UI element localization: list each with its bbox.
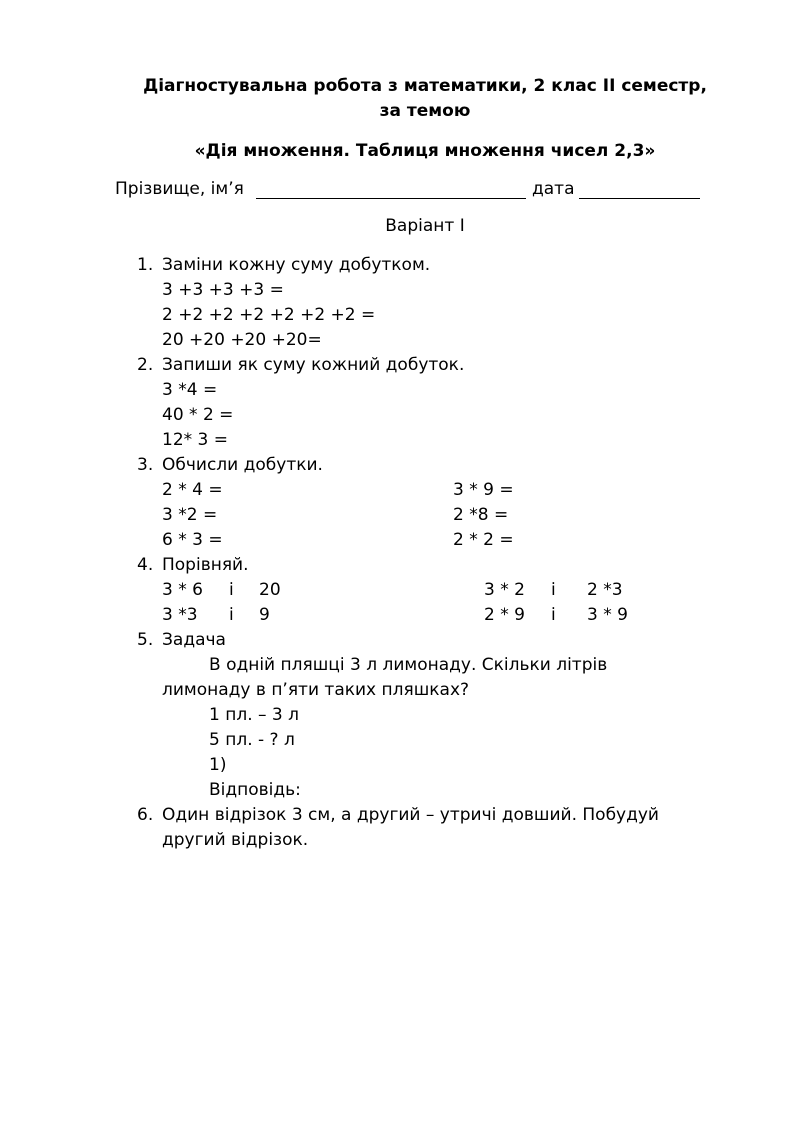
task-text: Один відрізок 3 см, а другий – утричі довший. Побудуй <box>162 805 659 825</box>
task-number: 6. <box>137 805 154 825</box>
compare-right: 20 <box>259 580 281 600</box>
title-line-2: за темою <box>379 101 471 121</box>
problem-text: В одній пляшці 3 л лимонаду. Скільки літрів <box>209 655 608 675</box>
compare-left: 3 *3 <box>162 605 198 625</box>
task-text: Обчисли добутки. <box>162 455 323 475</box>
task-text: Порівняй. <box>162 555 249 575</box>
compare-right: 3 * 9 <box>587 605 628 625</box>
name-label: Прізвище, ім’я <box>115 179 244 199</box>
topic-title: «Дія множення. Таблиця множення чисел 2,3» <box>194 141 656 161</box>
expression: 20 +20 +20 +20= <box>162 330 322 350</box>
compare-left: 3 * 6 <box>162 580 203 600</box>
expression: 12* 3 = <box>162 430 228 450</box>
name-blank-line <box>256 180 526 199</box>
compare-left: 2 * 9 <box>484 605 525 625</box>
task-text: другий відрізок. <box>162 830 309 850</box>
date-blank-line <box>579 180 700 199</box>
compare-right: 9 <box>259 605 270 625</box>
problem-text: лимонаду в п’яти таких пляшках? <box>162 680 470 700</box>
task-number: 5. <box>137 630 154 650</box>
expression: 3 *4 = <box>162 380 218 400</box>
problem-condition: 5 пл. - ? л <box>209 730 295 750</box>
compare-connector: і <box>229 580 234 600</box>
expression: 2 * 2 = <box>453 530 514 550</box>
answer-label: Відповідь: <box>209 780 301 800</box>
expression: 3 +3 +3 +3 = <box>162 280 284 300</box>
problem-condition: 1 пл. – 3 л <box>209 705 299 725</box>
task-text: Задача <box>162 630 226 650</box>
variant-label: Варіант І <box>385 216 465 236</box>
compare-right: 2 *3 <box>587 580 623 600</box>
title-line-1: Діагностувальна робота з математики, 2 клас ІІ семестр, <box>143 76 707 96</box>
compare-connector: і <box>229 605 234 625</box>
solution-step: 1) <box>209 755 227 775</box>
task-number: 3. <box>137 455 154 475</box>
task-text: Заміни кожну суму добутком. <box>162 255 431 275</box>
compare-connector: і <box>551 580 556 600</box>
task-number: 2. <box>137 355 154 375</box>
expression: 40 * 2 = <box>162 405 234 425</box>
task-text: Запиши як суму кожний добуток. <box>162 355 465 375</box>
expression: 3 *2 = <box>162 505 218 525</box>
expression: 2 +2 +2 +2 +2 +2 +2 = <box>162 305 376 325</box>
compare-connector: і <box>551 605 556 625</box>
task-number: 4. <box>137 555 154 575</box>
expression: 3 * 9 = <box>453 480 514 500</box>
expression: 2 *8 = <box>453 505 509 525</box>
task-number: 1. <box>137 255 154 275</box>
expression: 2 * 4 = <box>162 480 223 500</box>
compare-left: 3 * 2 <box>484 580 525 600</box>
expression: 6 * 3 = <box>162 530 223 550</box>
date-label: дата <box>532 179 575 199</box>
